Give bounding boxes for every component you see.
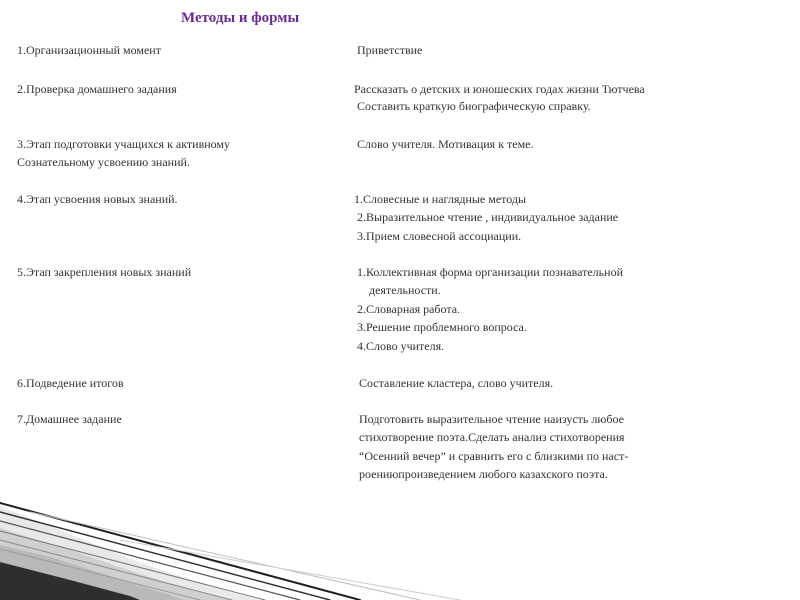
stripe-line-5 xyxy=(0,540,232,600)
step-3-label-1: 3.Этап подготовки учащихся к активному xyxy=(17,137,231,151)
step-1-method: Приветствие xyxy=(357,43,423,57)
step-6-method: Составление кластера, слово учителя. xyxy=(359,376,554,390)
step-4-label: 4.Этап усвоения новых знаний. xyxy=(17,192,178,206)
step-4-method-1: 1.Словесные и наглядные методы xyxy=(354,192,527,206)
stripe-line-6 xyxy=(0,549,200,600)
stripe-line-3 xyxy=(0,521,300,600)
step-5-method-1a: 1.Коллективная форма организации познавательной xyxy=(357,265,623,279)
step-7-method-1: Подготовить выразительное чтение наизусть любое xyxy=(359,412,624,426)
stripe-line-2 xyxy=(0,512,330,600)
step-7-method-2: стихотворение поэта.Сделать анализ стихотворения xyxy=(359,430,625,444)
stripe-lines xyxy=(0,503,460,600)
step-5-label: 5.Этап закрепления новых знаний xyxy=(17,265,192,279)
slide-title: Методы и формы xyxy=(181,10,300,26)
stripe-line-4 xyxy=(0,531,265,600)
step-4-method-2: 2.Выразительное чтение , индивидуальное задание xyxy=(357,210,619,224)
step-5-method-1b: деятельности. xyxy=(369,283,441,297)
stripe-line-8 xyxy=(120,540,460,600)
step-4-method-3: 3.Прием словесной ассоциации. xyxy=(357,229,522,243)
step-7-method-4: роениюпроизведением любого казахского поэта. xyxy=(359,467,608,481)
stripe-line-1 xyxy=(0,503,360,600)
step-3-method: Слово учителя. Мотивация к теме. xyxy=(357,137,534,151)
step-5-method-2: 2.Словарная работа. xyxy=(357,302,461,316)
stripe-band-dark xyxy=(0,562,140,600)
stripe-band-light xyxy=(0,506,260,600)
step-6-label: 6.Подведение итогов xyxy=(17,376,124,390)
step-3-label-2: Сознательному усвоению знаний. xyxy=(17,155,190,169)
step-2-method-1: Рассказать о детских и юношеских годах жизни Тютчева xyxy=(354,82,645,96)
step-7-label: 7.Домашнее задание xyxy=(17,412,122,426)
step-5-method-3: 3.Решение проблемного вопроса. xyxy=(357,320,527,334)
step-7-method-3: “Осенний вечер” и сравнить его с близкими по наст- xyxy=(359,449,629,463)
stripe-line-7 xyxy=(30,512,420,600)
step-1-label: 1.Организационный момент xyxy=(17,43,161,57)
stripe-band-mid xyxy=(0,528,230,600)
step-2-method-2: Составить краткую биографическую справку. xyxy=(357,99,591,113)
step-2-label: 2.Проверка домашнего задания xyxy=(17,82,177,96)
stripe-band-grey xyxy=(0,545,185,600)
step-5-method-4: 4.Слово учителя. xyxy=(357,339,445,353)
